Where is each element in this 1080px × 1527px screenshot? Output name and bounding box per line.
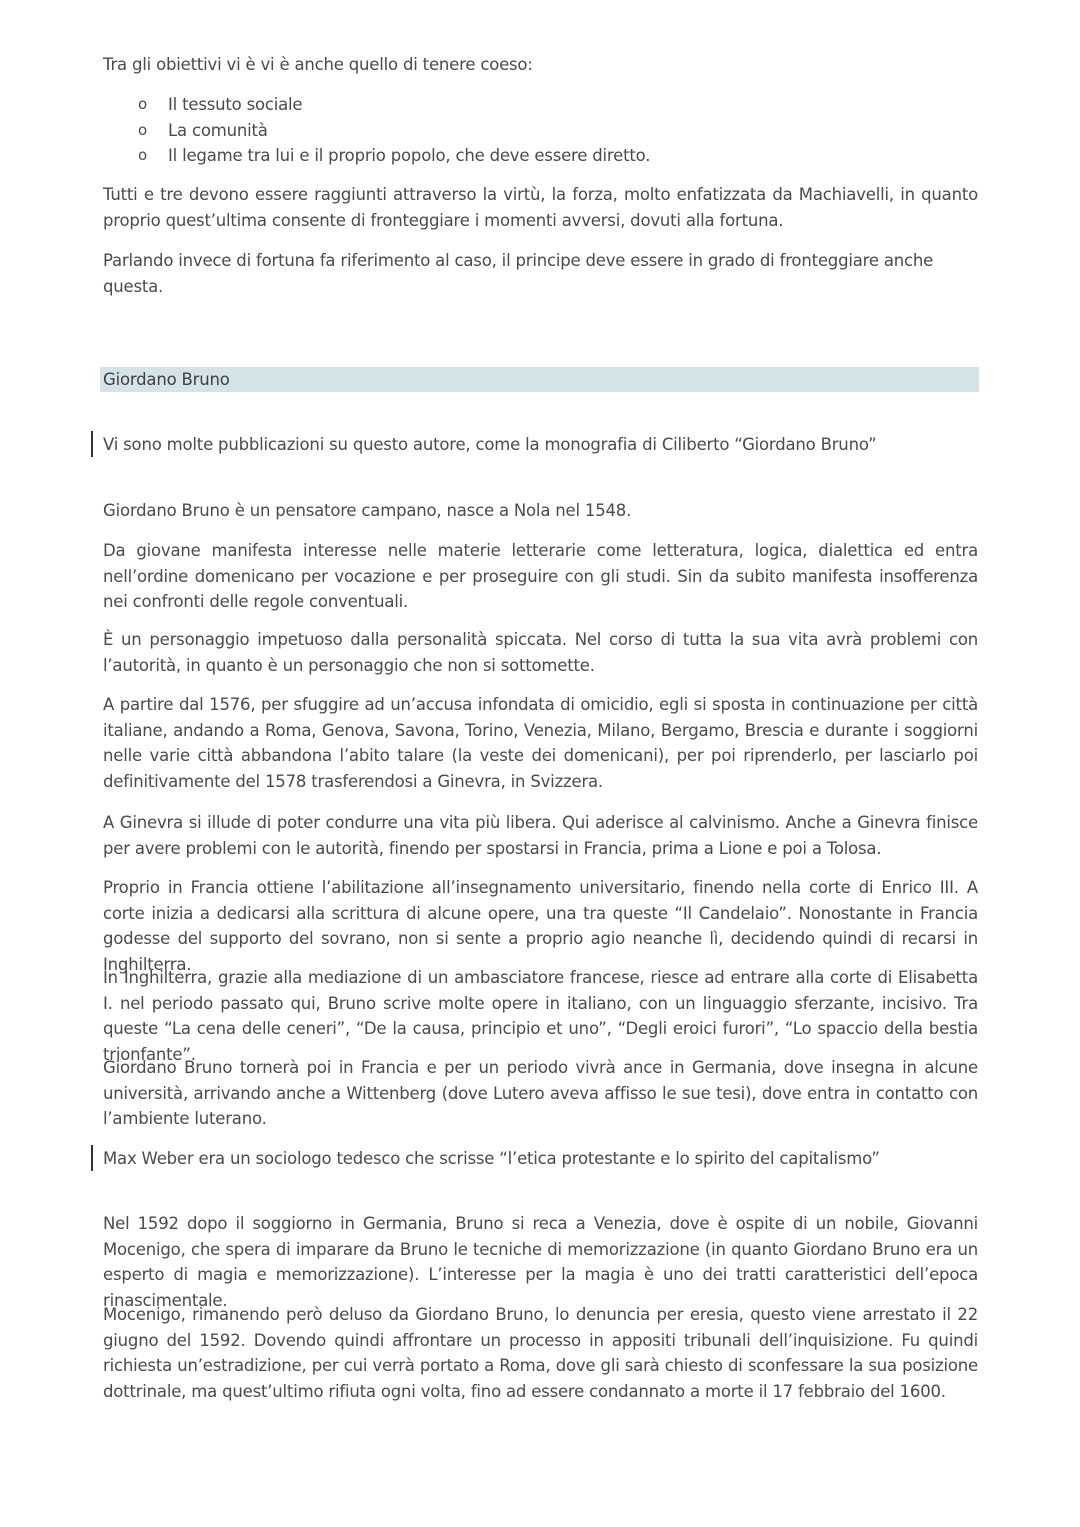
paragraph: A Ginevra si illude di poter condurre una vita più libera. Qui aderisce al calvinismo. Anche a Ginevra finisce per avere problemi con le autorità, finendo per spostarsi in Francia, prima a Lione e poi a Tolosa. xyxy=(103,813,978,858)
paragraph: Giordano Bruno tornerà poi in Francia e per un periodo vivrà ance in Germania, dove insegna in alcune università, arrivando anche a Wittenberg (dove Lutero aveva affisso le sue tesi), dove entra in contatto con l’ambiente luterano. xyxy=(103,1058,978,1128)
note-bar xyxy=(91,1145,93,1171)
note-text: Max Weber era un sociologo tedesco che scrisse “l’etica protestante e lo spirito del capitalismo” xyxy=(103,1149,880,1168)
paragraph: È un personaggio impetuoso dalla personalità spiccata. Nel corso di tutta la sua vita avrà problemi con l’autorità, in quanto è un personaggio che non si sottomette. xyxy=(103,630,978,675)
bullet-icon: o xyxy=(138,146,147,164)
paragraph: Nel 1592 dopo il soggiorno in Germania, Bruno si reca a Venezia, dove è ospite di un nobile, Giovanni Mocenigo, che spera di imparare da Bruno le tecniche di memorizzazione (in quanto Giordano Bruno era un esperto di magia e memorizzazione). L’interesse per la magia è uno dei tratti caratteristici dell’epoca rinascimentale. xyxy=(103,1214,978,1310)
note-bar xyxy=(91,431,93,457)
list-item: o Il tessuto sociale xyxy=(138,92,650,118)
paragraph: Giordano Bruno è un pensatore campano, nasce a Nola nel 1548. xyxy=(103,501,632,520)
paragraph: Tutti e tre devono essere raggiunti attraverso la virtù, la forza, molto enfatizzata da Machiavelli, in quanto proprio quest’ultima consente di fronteggiare i momenti avversi, dovuti alla fortuna. xyxy=(103,185,978,230)
intro-text: Tra gli obiettivi vi è vi è anche quello di tenere coeso: xyxy=(103,55,533,74)
bullet-list xyxy=(138,92,650,169)
bullet-icon: o xyxy=(138,120,147,139)
paragraph: In Inghilterra, grazie alla mediazione di un ambasciatore francese, riesce ad entrare alla corte di Elisabetta I. nel periodo passato qui, Bruno scrive molte opere in italiano, con un linguaggio sferzante, incisivo. Tra queste “La cena delle ceneri”, “De la causa, principio et uno”, “Degli eroici furori”, “Lo spaccio della bestia trionfante”. xyxy=(103,968,978,1064)
paragraph: Proprio in Francia ottiene l’abilitazione all’insegnamento universitario, finendo nella corte di Enrico III. A corte inizia a dedicarsi alla scrittura di alcune opere, una tra queste “Il Candelaio”. Nonostante in Francia godesse del supporto del sovrano, non si sente a proprio agio neanche lì, decidendo quindi di recarsi in Inghilterra. xyxy=(103,878,978,974)
paragraph: A partire dal 1576, per sfuggire ad un’accusa infondata di omicidio, egli si sposta in continuazione per città italiane, andando a Roma, Genova, Savona, Torino, Venezia, Milano, Bergamo, Brescia e durante i soggiorni nelle varie città abbandona l’abito talare (la veste dei domenicani), per poi riprenderlo, per lasciarlo poi definitivamente del 1578 trasferendosi a Ginevra, in Svizzera. xyxy=(103,695,978,791)
list-item: o La comunità xyxy=(138,118,650,144)
bullet-icon: o xyxy=(138,95,147,113)
paragraph: Da giovane manifesta interesse nelle materie letterarie come letteratura, logica, dialettica ed entra nell’ordine domenicano per vocazione e per proseguire con gli studi. Sin da subito manifesta insofferenza nei confronti delle regole conventuali. xyxy=(103,541,978,611)
section-heading: Giordano Bruno xyxy=(100,367,979,392)
paragraph: Mocenigo, rimanendo però deluso da Giordano Bruno, lo denuncia per eresia, questo viene arrestato il 22 giugno del 1592. Dovendo quindi affrontare un processo in appositi tribunali dell’inquisizione. Fu quindi richiesta un’estradizione, per cui verrà portato a Roma, dove gli sarà chiesto di sconfessare la sua posizione dottrinale, ma quest’ultimo rifiuta ogni volta, fino ad essere condannato a morte il 17 febbraio del 1600. xyxy=(103,1305,978,1401)
note-text: Vi sono molte pubblicazioni su questo autore, come la monografia di Ciliberto “Giordano Bruno” xyxy=(103,435,877,454)
paragraph: Parlando invece di fortuna fa riferimento al caso, il principe deve essere in grado di fronteggiare anche questa. xyxy=(103,251,934,296)
list-item: o Il legame tra lui e il proprio popolo, che deve essere diretto. xyxy=(138,143,650,169)
